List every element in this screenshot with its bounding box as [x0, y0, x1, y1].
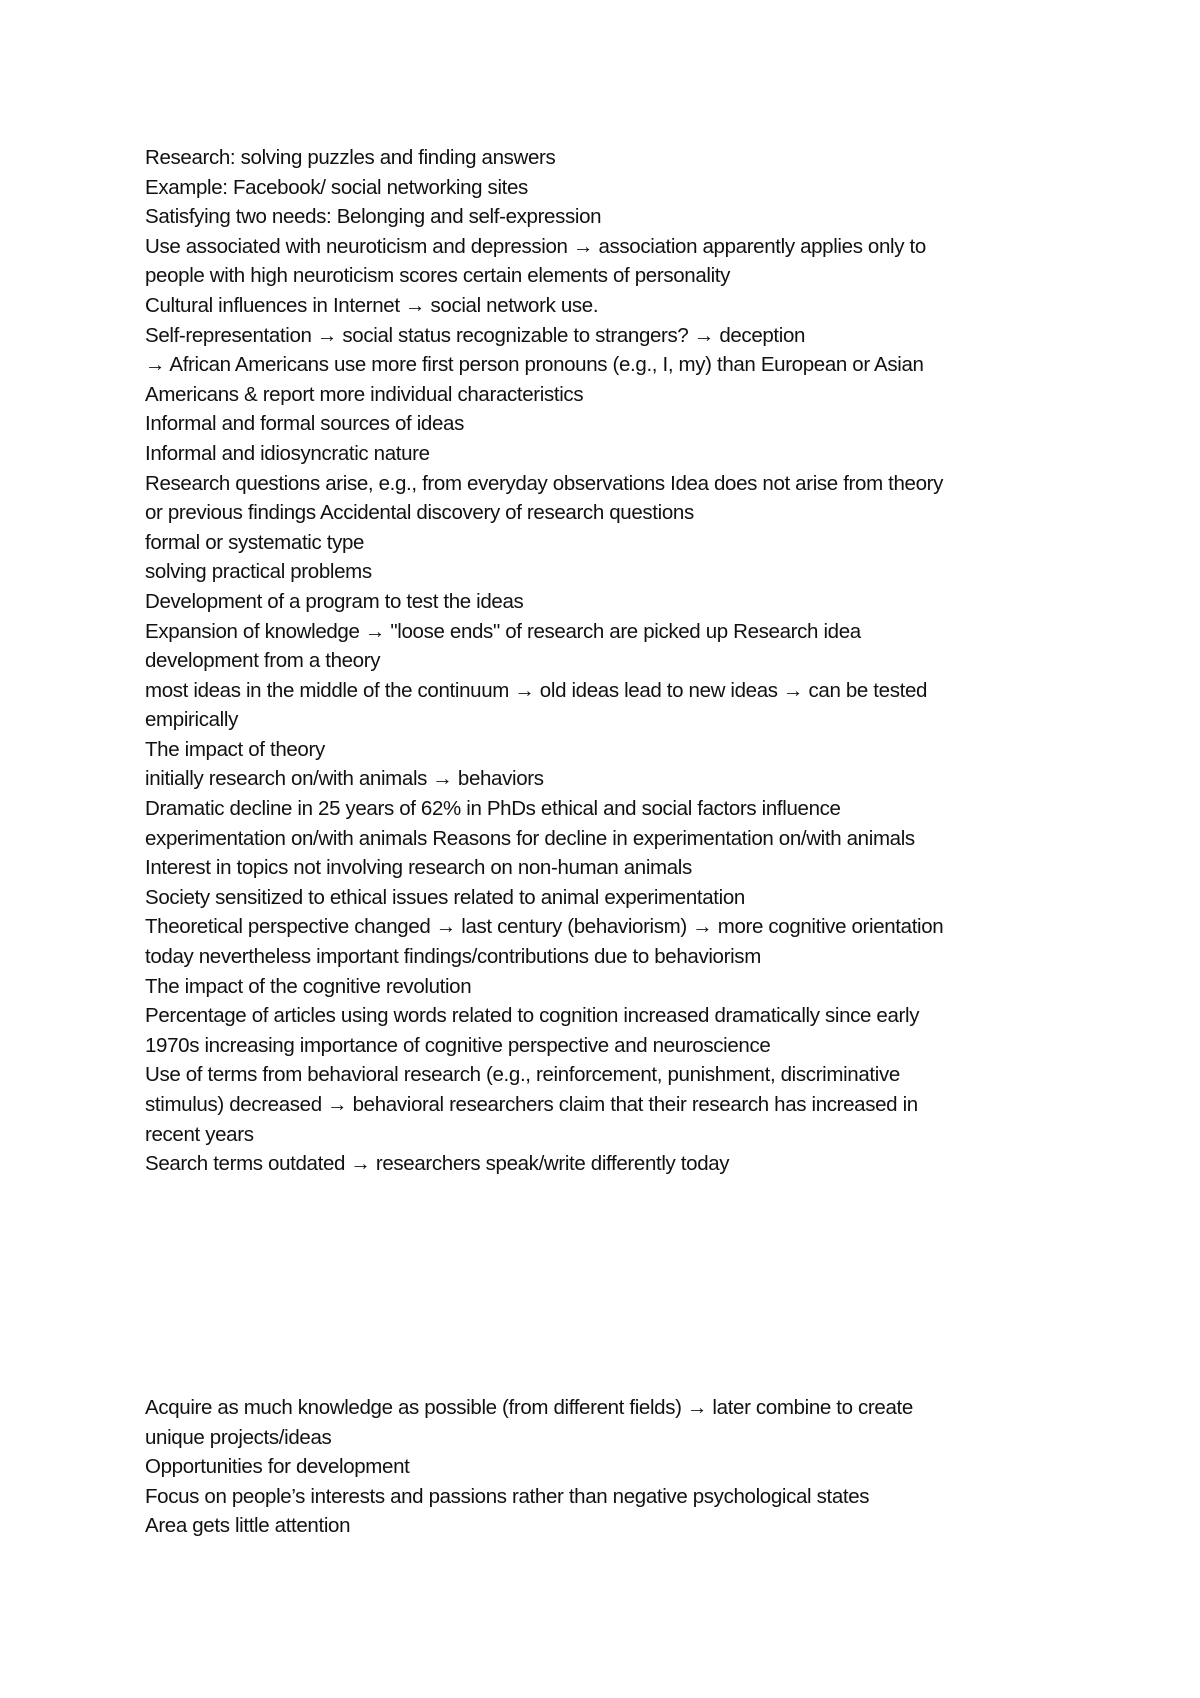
text-line: experimentation on/with animals Reasons for decline in experimentation on/with animals [145, 826, 915, 850]
text-line: Acquire as much knowledge as possible (from different fields) → later combine to create [145, 1396, 913, 1419]
text-line: Informal and formal sources of ideas [145, 412, 464, 436]
text-line: Expansion of knowledge → "loose ends" of research are picked up Research idea [145, 619, 861, 643]
text-line: Example: Facebook/ social networking sites [145, 175, 528, 199]
text-line: Use associated with neuroticism and depression → association apparently applies only to [145, 234, 926, 258]
text-line: solving practical problems [145, 560, 372, 584]
text-line: → African Americans use more first person pronouns (e.g., I, my) than European or Asian [145, 353, 924, 377]
text-line: people with high neuroticism scores certain elements of personality [145, 264, 731, 288]
text-block-1 [145, 143, 1075, 1179]
text-line: Dramatic decline in 25 years of 62% in PhDs ethical and social factors influence [145, 797, 841, 821]
text-block-2 [145, 1393, 1075, 1541]
text-line: Society sensitized to ethical issues related to animal experimentation [145, 885, 745, 909]
text-line: Area gets little attention [145, 1514, 351, 1538]
text-line: Self-representation → social status recognizable to strangers? → deception [145, 323, 806, 347]
text-line: Americans & report more individual characteristics [145, 382, 584, 406]
text-line: most ideas in the middle of the continuum → old ideas lead to new ideas → can be tested [145, 678, 928, 702]
text-line: Theoretical perspective changed → last century (behaviorism) → more cognitive orientation [145, 915, 944, 939]
text-line: formal or systematic type [145, 530, 365, 554]
text-line: The impact of the cognitive revolution [145, 974, 472, 998]
text-line: stimulus) decreased → behavioral researchers claim that their research has increased in [145, 1093, 918, 1116]
text-line: The impact of theory [145, 737, 325, 761]
text-line: Focus on people’s interests and passions rather than negative psychological states [145, 1484, 870, 1508]
text-line: Search terms outdated → researchers speak/write differently today [145, 1152, 730, 1176]
text-line: empirically [145, 708, 238, 732]
text-line: Satisfying two needs: Belonging and self-expression [145, 205, 602, 229]
text-line: Cultural influences in Internet → social network use. [145, 293, 599, 317]
text-line: 1970s increasing importance of cognitive perspective and neuroscience [145, 1033, 771, 1057]
text-line: Research: solving puzzles and finding answers [145, 146, 556, 169]
text-line: or previous findings Accidental discovery of research questions [145, 501, 694, 525]
text-line: Interest in topics not involving research on non-human animals [145, 856, 692, 880]
text-line: Use of terms from behavioral research (e.g., reinforcement, punishment, discriminative [145, 1063, 900, 1087]
text-line: Research questions arise, e.g., from everyday observations Idea does not arise from theory [145, 471, 944, 495]
text-line: unique projects/ideas [145, 1425, 332, 1449]
text-line: development from a theory [145, 649, 381, 673]
text-line: Development of a program to test the ideas [145, 589, 524, 613]
text-line: Informal and idiosyncratic nature [145, 441, 430, 465]
text-line: Percentage of articles using words related to cognition increased dramatically since early [145, 1004, 920, 1028]
text-line: initially research on/with animals → behaviors [145, 767, 544, 791]
text-line: recent years [145, 1122, 254, 1146]
text-line: Opportunities for development [145, 1455, 410, 1479]
text-line: today nevertheless important findings/contributions due to behaviorism [145, 945, 761, 969]
